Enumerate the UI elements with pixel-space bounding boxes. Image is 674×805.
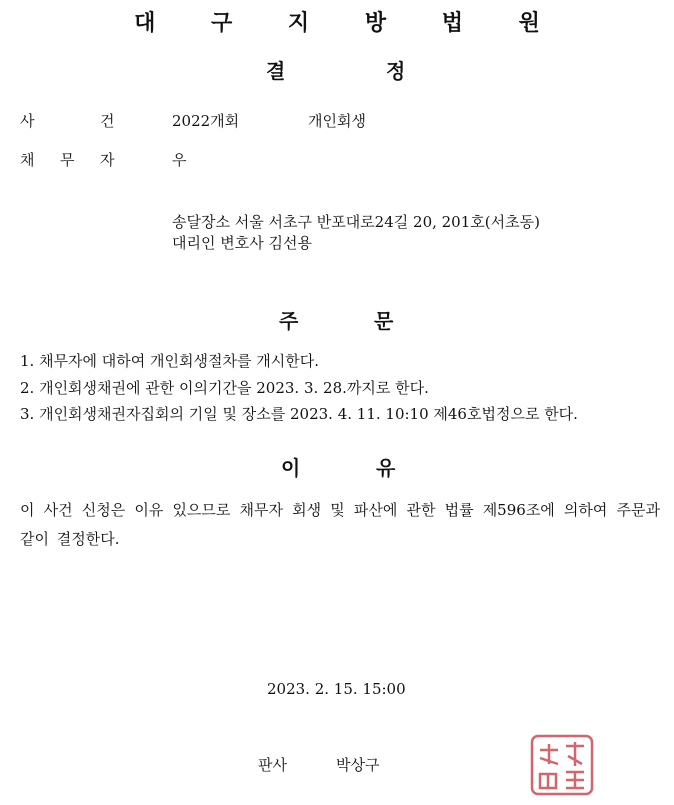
order-item-3: 3. 개인회생채권자집회의 기일 및 장소를 2023. 4. 11. 10:10 제46호법정으로 한다. — [20, 405, 578, 423]
case-label-second-wrap — [100, 110, 115, 131]
order-item-2: 2. 개인회생채권에 관한 이의기간을 2023. 3. 28.까지로 한다. — [20, 379, 429, 397]
case-label-first: 사 — [20, 112, 35, 130]
debtor-label-1: 채 — [20, 151, 35, 169]
reason-text: 이 사건 신청은 이유 있으므로 채무자 회생 및 파산에 관한 법률 제596조에 의하여 주문과 같이 결정한다. — [20, 501, 660, 548]
case-type: 개인회생 — [308, 112, 366, 130]
case-label — [20, 110, 35, 131]
seal-glyph-3 — [540, 774, 556, 788]
debtor-label-2: 무 — [60, 151, 75, 169]
judge-seal-stamp — [526, 728, 600, 802]
order-heading-left: 주 — [279, 309, 299, 333]
seal-glyph-1 — [540, 744, 558, 764]
case-number: 2022개회 — [172, 112, 240, 130]
reason-heading-right: 유 — [376, 456, 396, 480]
seal-glyph-4 — [566, 772, 584, 788]
debtor-label-3: 자 — [100, 151, 115, 169]
debtor-name: 우 — [172, 151, 187, 169]
judge-title: 판사 — [258, 756, 287, 774]
order-item-1: 1. 채무자에 대하여 개인회생절차를 개시한다. — [20, 352, 319, 370]
case-label-second: 건 — [100, 112, 115, 130]
decision-date: 2023. 2. 15. 15:00 — [267, 680, 406, 698]
reason-heading-left: 이 — [281, 456, 301, 480]
delivery-address: 송달장소 서울 서초구 반포대로24길 20, 201호(서초동) — [172, 213, 540, 231]
doc-title-left: 결 — [266, 59, 286, 83]
judge-name: 박상구 — [336, 756, 380, 774]
seal-glyph-2 — [566, 742, 584, 766]
order-heading-right: 문 — [374, 309, 394, 333]
debtor-agent: 대리인 변호사 김선용 — [172, 234, 312, 252]
doc-title-right: 정 — [386, 59, 406, 83]
court-name: 대 구 지 방 법 원 — [134, 11, 564, 36]
